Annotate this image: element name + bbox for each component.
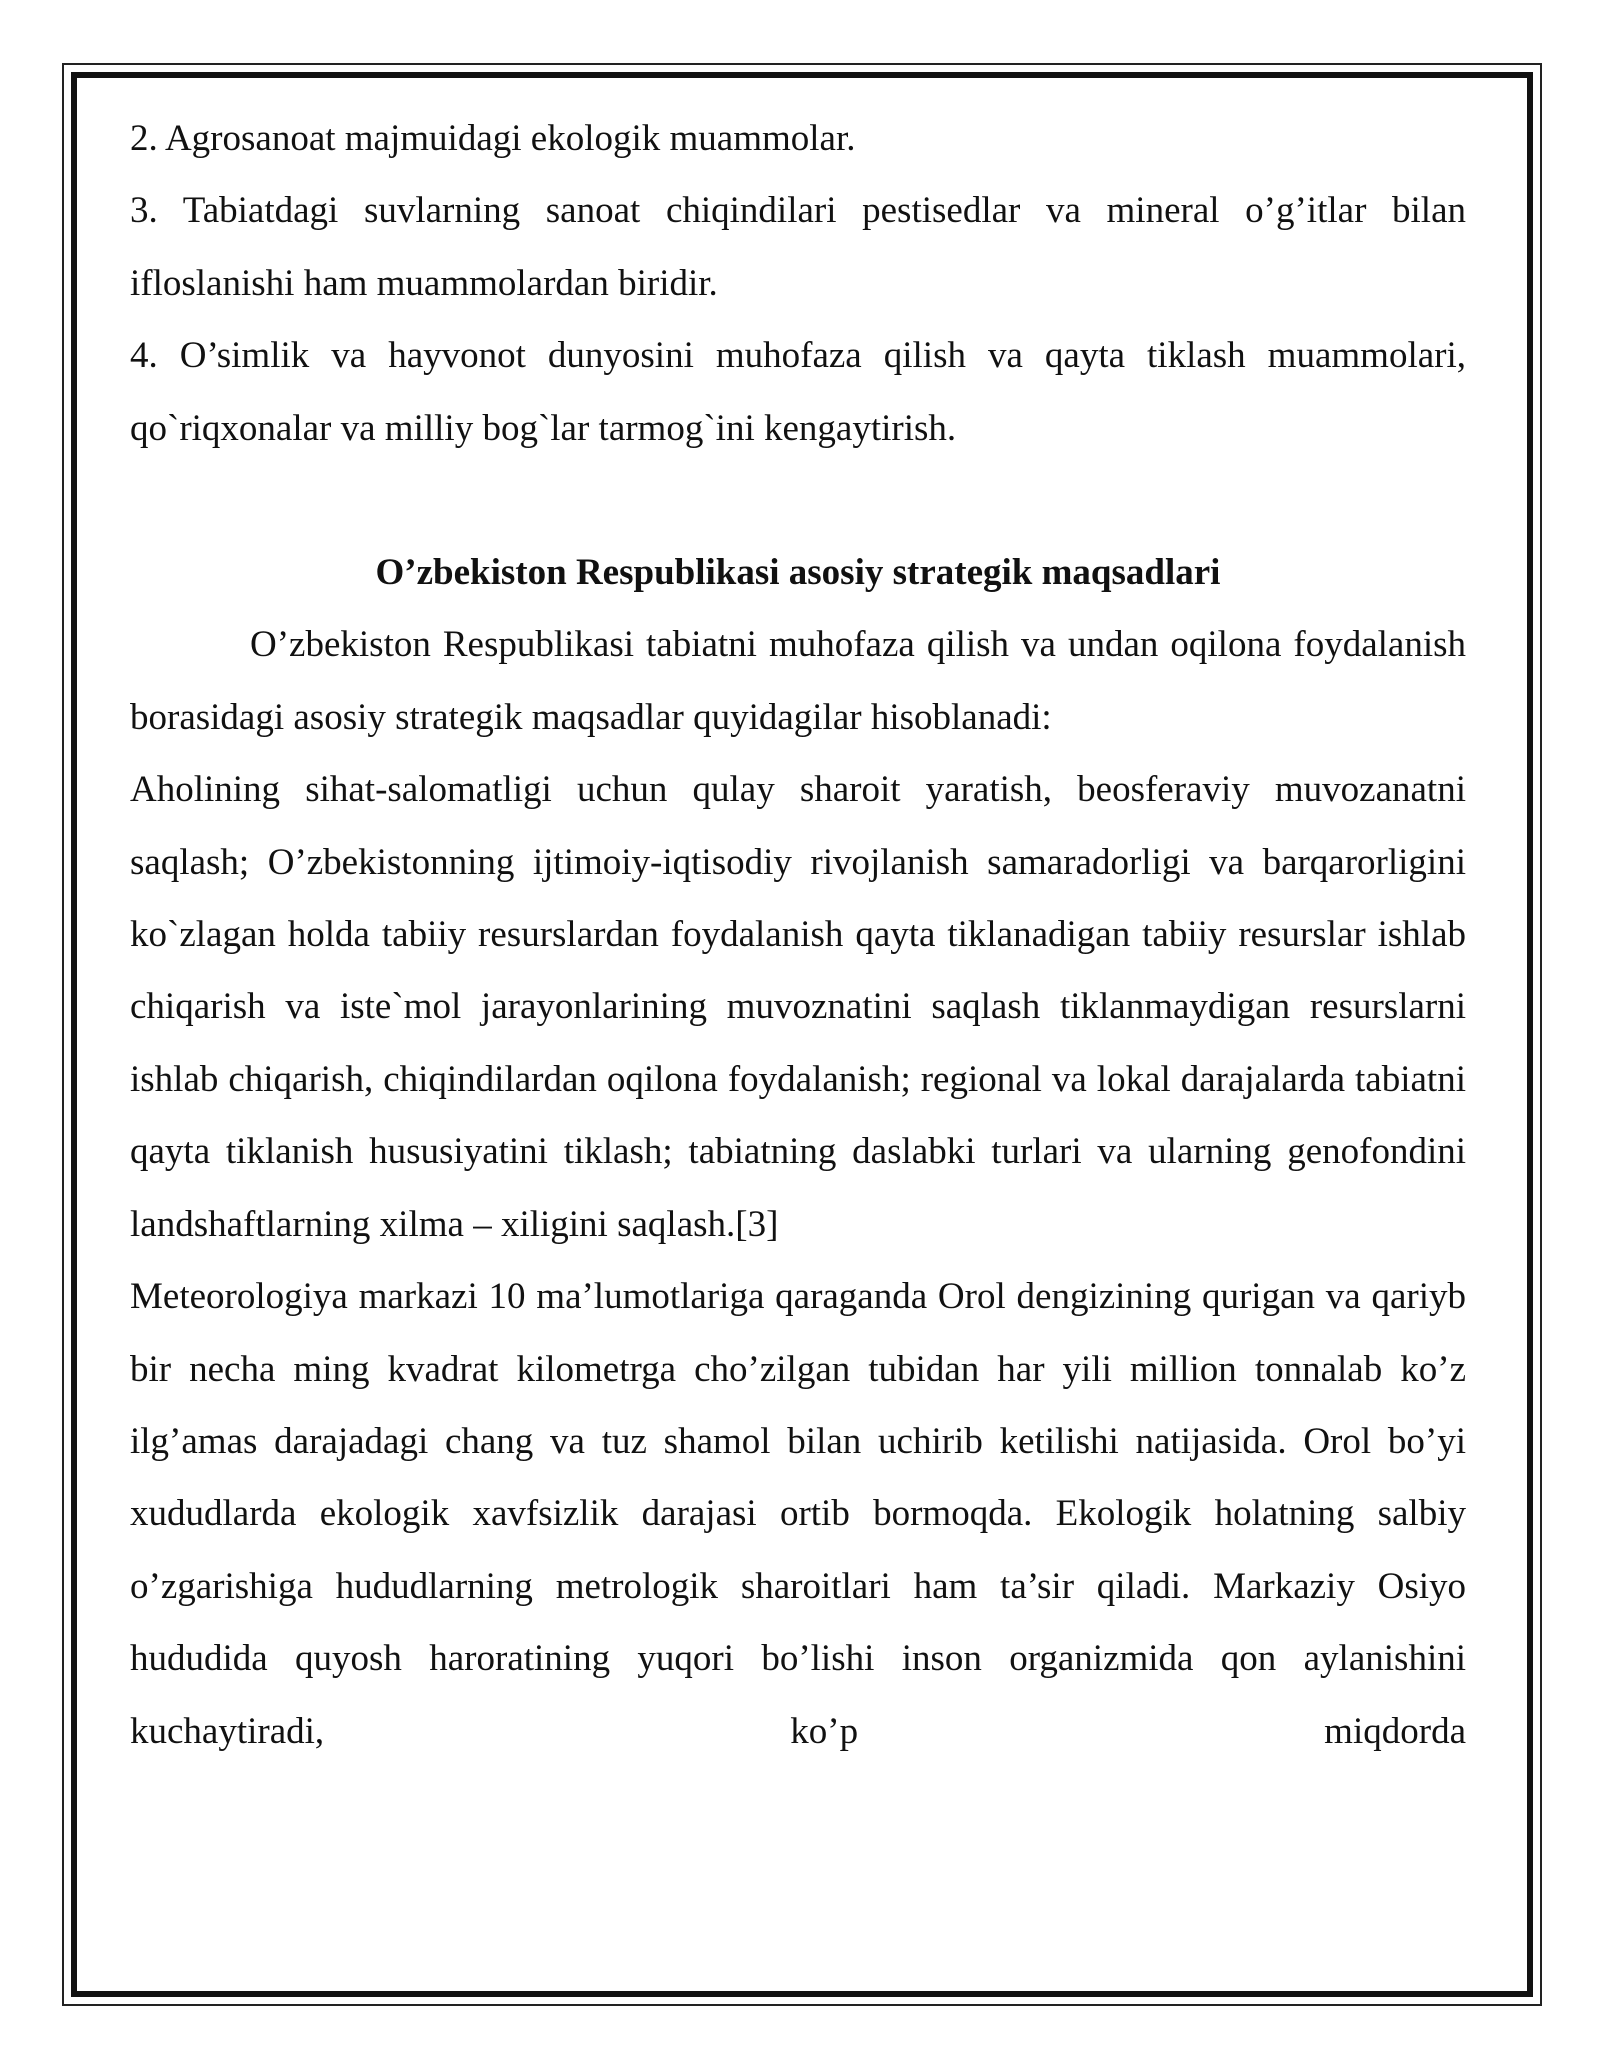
- list-item-3: 3. Tabiatdagi suvlarning sanoat chiqindilari pestisedlar va mineral o’g’itlar bilan ifloslanishi ham muammolardan biridir.: [130, 190, 1466, 304]
- strategic-goals-paragraph: Aholining sihat-salomatligi uchun qulay sharoit yaratish, beosferaviy muvozanatni saqlash; O’zbekistonning ijtimoiy-iqtisodiy rivojlanish samaradorligi va barqarorligini ko`zlagan holda tabiiy resurslardan foydalanish qayta tiklanadigan tabiiy resurslar ishlab chiqarish va iste`mol jarayonlarining muvoznatini saqlash tiklanmaydigan resurslarni ishlab chiqarish, chiqindilardan oqilona foydalanish; regional va lokal darajalarda tabiatni qayta tiklanish hususiyatini tiklash; tabiatning daslabki turlari va ularning genofondini landshaftlarning xilma – xiligini saqlash.[3]: [130, 769, 1466, 1245]
- meteorology-paragraph: Meteorologiya markazi 10 ma’lumotlariga qaraganda Orol dengizining qurigan va qariyb bir necha ming kvadrat kilometrga cho’zilgan tubidan har yili million tonnalab ko’z ilg’amas darajadagi chang va tuz shamol bilan uchirib ketilishi natijasida. Orol bo’yi xududlarda ekologik xavfsizlik darajasi ortib bormoqda. Ekologik holatning salbiy o’zgarishiga hududlarning metrologik sharoitlari ham ta’sir qiladi. Markaziy Osiyo hududida quyosh haroratining yuqori bo’lishi inson organizmida qon aylanishini kuchaytiradi, ko’p miqdorda: [130, 1276, 1466, 1752]
- blank-line: [130, 465, 1466, 537]
- list-item-2: 2. Agrosanoat majmuidagi ekologik muammolar.: [130, 118, 856, 159]
- page-content: [130, 103, 1466, 1768]
- list-item-4: 4. O’simlik va hayvonot dunyosini muhofaza qilish va qayta tiklash muammolari, qo`riqxonalar va milliy bog`lar tarmog`ini kengaytirish.: [130, 335, 1466, 449]
- section-heading: O’zbekiston Respublikasi asosiy strategik maqsadlari: [375, 552, 1221, 594]
- section-intro: O’zbekiston Respublikasi tabiatni muhofaza qilish va undan oqilona foydalanish borasidagi asosiy strategik maqsadlar quyidagilar hisoblanadi:: [130, 624, 1466, 738]
